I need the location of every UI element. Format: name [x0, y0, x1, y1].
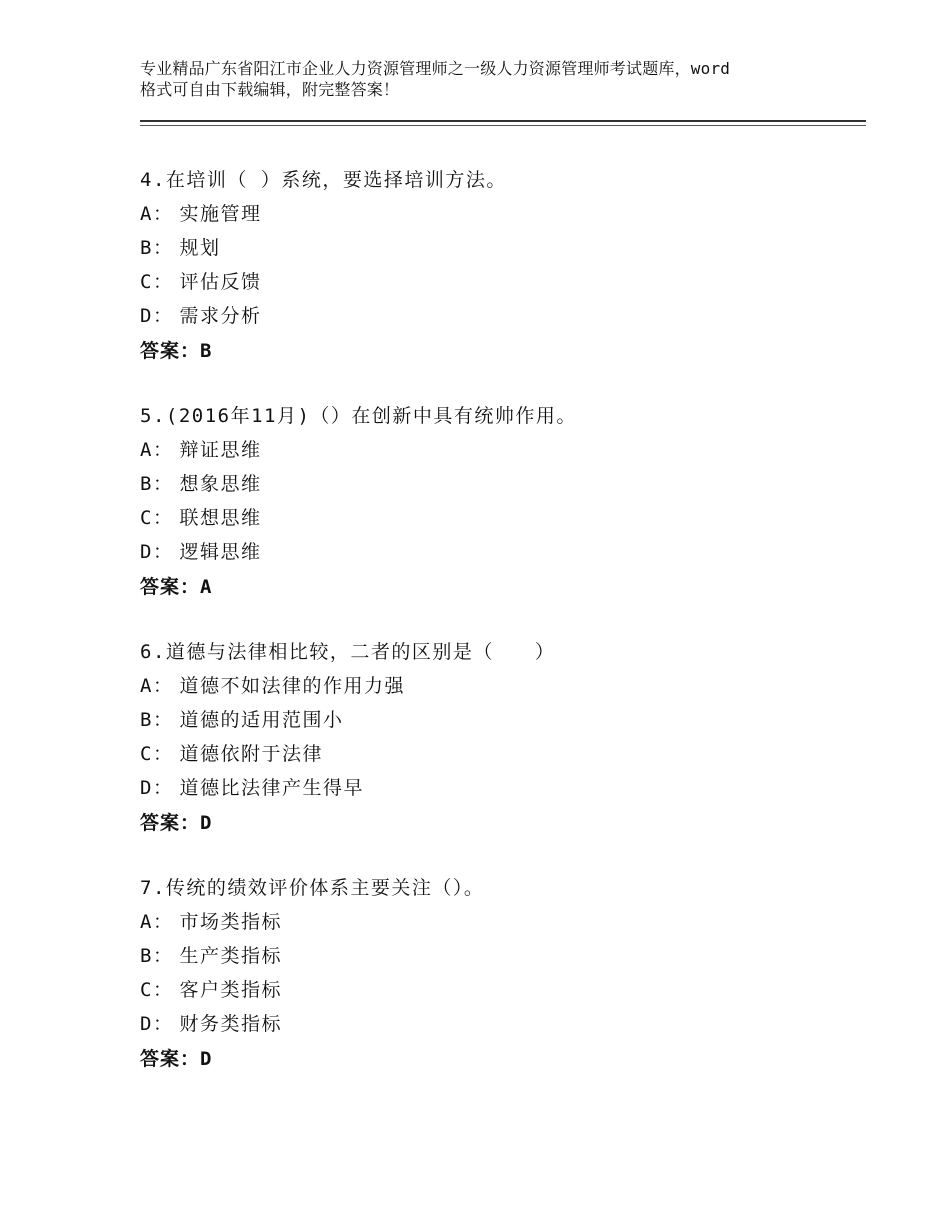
option-key: D： — [140, 305, 174, 327]
option-a — [140, 905, 860, 939]
question-item — [140, 635, 860, 841]
answer-value: D — [200, 812, 213, 834]
option-key: A： — [140, 203, 174, 225]
answer-line — [140, 805, 860, 841]
option-key: B： — [140, 237, 174, 259]
option-key: A： — [140, 675, 174, 697]
option-text: 道德不如法律的作用力强 — [179, 675, 405, 697]
option-text: 道德的适用范围小 — [179, 709, 344, 731]
option-d — [140, 771, 860, 805]
option-b — [140, 231, 860, 265]
option-text: 辩证思维 — [179, 439, 262, 461]
question-title: 4.在培训（ ）系统，要选择培训方法。 — [140, 169, 507, 191]
document-header — [140, 58, 840, 100]
answer-label: 答案： — [140, 340, 201, 362]
option-b — [140, 467, 860, 501]
answer-label: 答案： — [140, 576, 201, 598]
option-key: C： — [140, 979, 174, 1001]
question-title: 7.传统的绩效评价体系主要关注（）。 — [140, 877, 485, 899]
option-text: 评估反馈 — [179, 271, 262, 293]
option-b — [140, 939, 860, 973]
option-text: 生产类指标 — [179, 945, 282, 967]
question-list — [140, 163, 860, 1107]
answer-value: D — [200, 1048, 213, 1070]
option-key: C： — [140, 507, 174, 529]
option-key: A： — [140, 439, 174, 461]
option-text: 财务类指标 — [179, 1013, 282, 1035]
option-c — [140, 501, 860, 535]
answer-line — [140, 333, 860, 369]
option-text: 想象思维 — [179, 473, 262, 495]
question-title: 6.道德与法律相比较，二者的区别是（ ） — [140, 641, 556, 663]
header-line-1: 专业精品广东省阳江市企业人力资源管理师之一级人力资源管理师考试题库，word — [140, 59, 731, 78]
answer-value: B — [200, 340, 213, 362]
option-text: 需求分析 — [179, 305, 262, 327]
option-key: C： — [140, 271, 174, 293]
option-d — [140, 299, 860, 333]
option-a — [140, 433, 860, 467]
option-a — [140, 197, 860, 231]
option-text: 联想思维 — [179, 507, 262, 529]
question-item — [140, 399, 860, 605]
option-c — [140, 737, 860, 771]
answer-value: A — [200, 576, 213, 598]
option-c — [140, 265, 860, 299]
header-divider — [140, 120, 866, 122]
option-a — [140, 669, 860, 703]
option-text: 逻辑思维 — [179, 541, 262, 563]
option-c — [140, 973, 860, 1007]
option-text: 市场类指标 — [179, 911, 282, 933]
option-key: B： — [140, 709, 174, 731]
header-line-2: 格式可自由下载编辑，附完整答案！ — [140, 80, 400, 99]
option-d — [140, 1007, 860, 1041]
option-text: 道德依附于法律 — [179, 743, 323, 765]
option-text: 道德比法律产生得早 — [179, 777, 364, 799]
option-key: A： — [140, 911, 174, 933]
question-item — [140, 871, 860, 1077]
header-divider-thin — [140, 125, 866, 126]
option-key: D： — [140, 1013, 174, 1035]
answer-line — [140, 1041, 860, 1077]
option-key: D： — [140, 777, 174, 799]
answer-line — [140, 569, 860, 605]
option-text: 规划 — [179, 237, 221, 259]
answer-label: 答案： — [140, 1048, 201, 1070]
option-key: B： — [140, 473, 174, 495]
option-b — [140, 703, 860, 737]
option-key: D： — [140, 541, 174, 563]
question-item — [140, 163, 860, 369]
option-key: B： — [140, 945, 174, 967]
option-d — [140, 535, 860, 569]
question-title: 5.(2016年11月)（）在创新中具有统帅作用。 — [140, 405, 577, 427]
answer-label: 答案： — [140, 812, 201, 834]
option-text: 客户类指标 — [179, 979, 282, 1001]
option-text: 实施管理 — [179, 203, 262, 225]
option-key: C： — [140, 743, 174, 765]
